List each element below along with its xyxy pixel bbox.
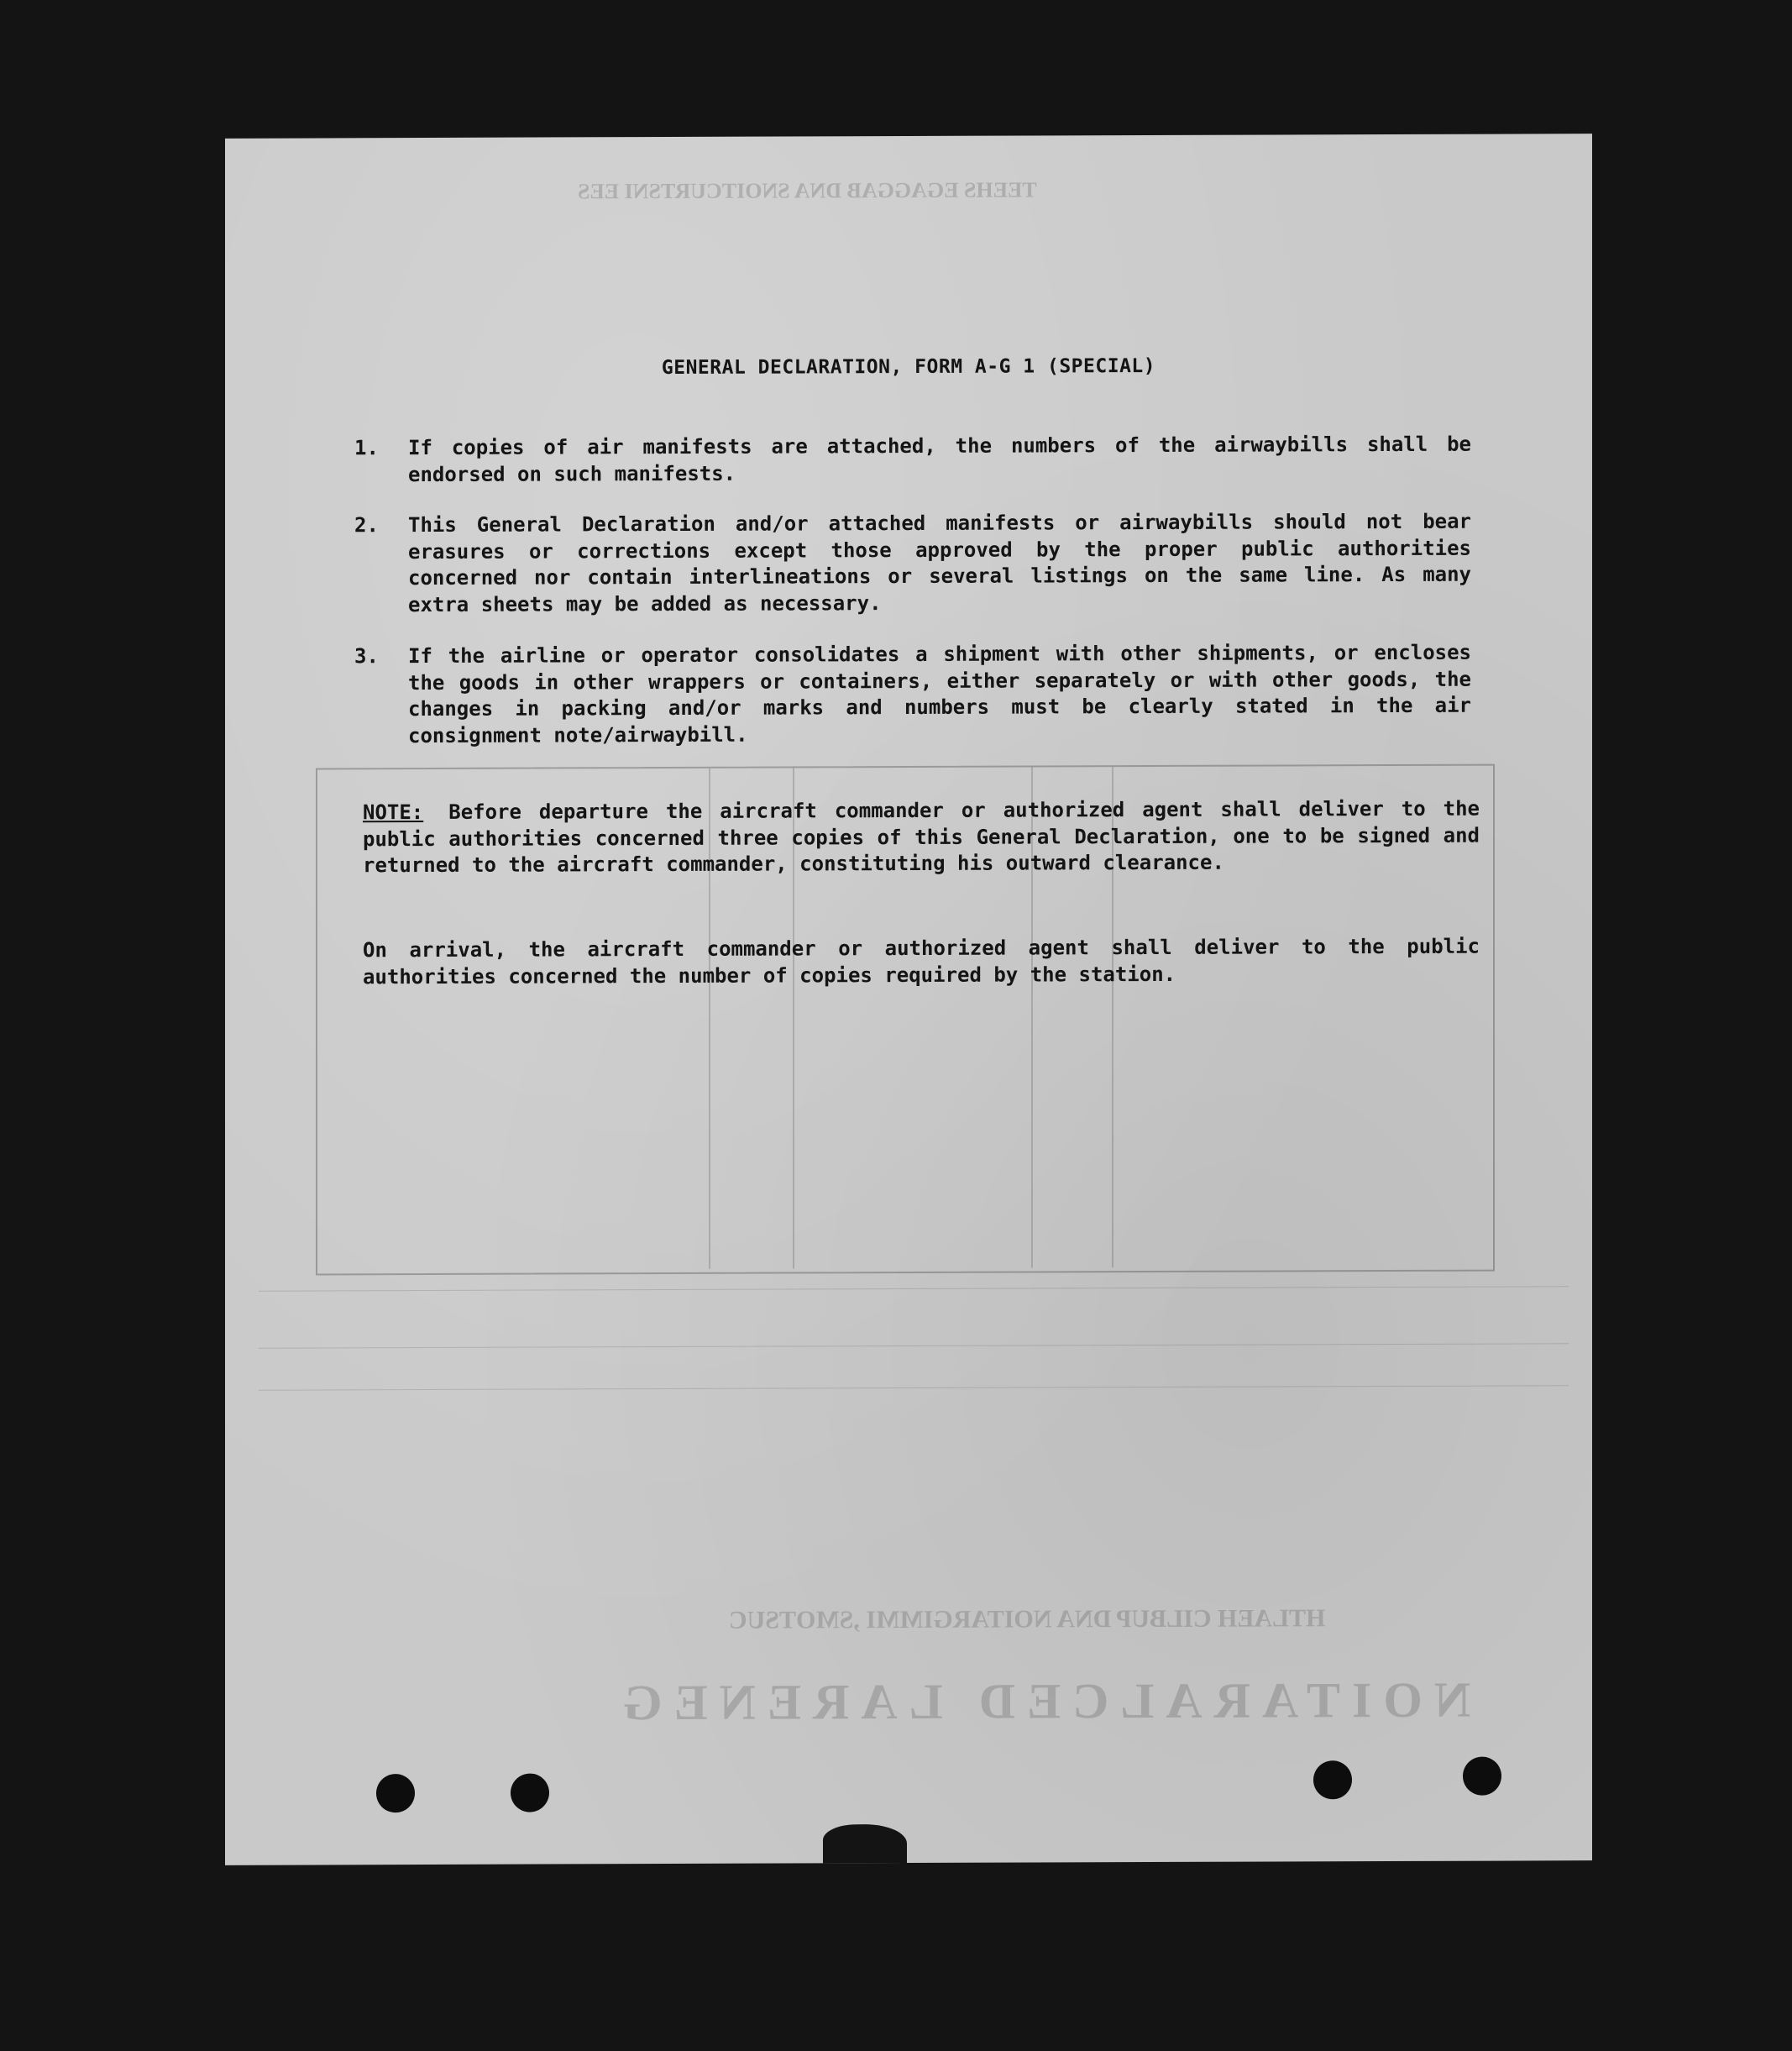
list-item <box>354 640 1471 747</box>
note-paragraph-2 <box>363 934 1480 991</box>
item-text: If the airline or operator consolidates a shipment with other shipments, or encloses the goods in other wrappers or containers, either separately or with other goods, the changes in packing and/or marks and numbers must be clearly stated in the air consignment note/airwaybill. <box>408 640 1471 747</box>
document-body <box>225 134 1592 1865</box>
list-item <box>354 432 1471 486</box>
punch-hole <box>376 1774 415 1812</box>
punch-hole <box>1313 1760 1352 1799</box>
note-text: On arrival, the aircraft commander or authorized agent shall deliver to the public authorities concerned the number of copies required by the station. <box>363 934 1480 989</box>
item-text: If copies of air manifests are attached, the numbers of the airwaybills shall be endorsed on such manifests. <box>408 432 1471 486</box>
note-label: NOTE: <box>363 800 424 825</box>
bleed-through-text: TEEHS EGAGGAB DNA SNOITCURTSNI EES <box>578 177 1037 204</box>
bleed-through-text: NOITARALCED LARENEG <box>611 1671 1471 1731</box>
torn-edge <box>823 1824 907 1863</box>
list-item <box>354 509 1471 616</box>
document-page <box>225 134 1592 1865</box>
document-title: GENERAL DECLARATION, FORM A-G 1 (SPECIAL) <box>661 354 1156 380</box>
item-number: 3. <box>354 644 379 669</box>
punch-hole <box>1463 1757 1501 1796</box>
punch-hole <box>511 1773 549 1812</box>
item-number: 2. <box>354 513 379 538</box>
note-paragraph-1 <box>363 796 1480 879</box>
item-text: This General Declaration and/or attached manifests or airwaybills should not bear erasures or corrections except those approved by the proper public authorities concerned nor contain interlineations or several listings on the same line. As many extra sheets may be added as necessary. <box>408 509 1471 616</box>
bleed-through-text: HTLAEH CILBUP DNA NOITARGIMMI ,SMOTSUC <box>729 1604 1326 1634</box>
item-number: 1. <box>354 436 379 460</box>
note-text: Before departure the aircraft commander or authorized agent shall deliver to the public authorities concerned three copies of this General Declaration, one to be signed and returned to the aircraft commander, constituting his outward clearance. <box>363 796 1480 878</box>
